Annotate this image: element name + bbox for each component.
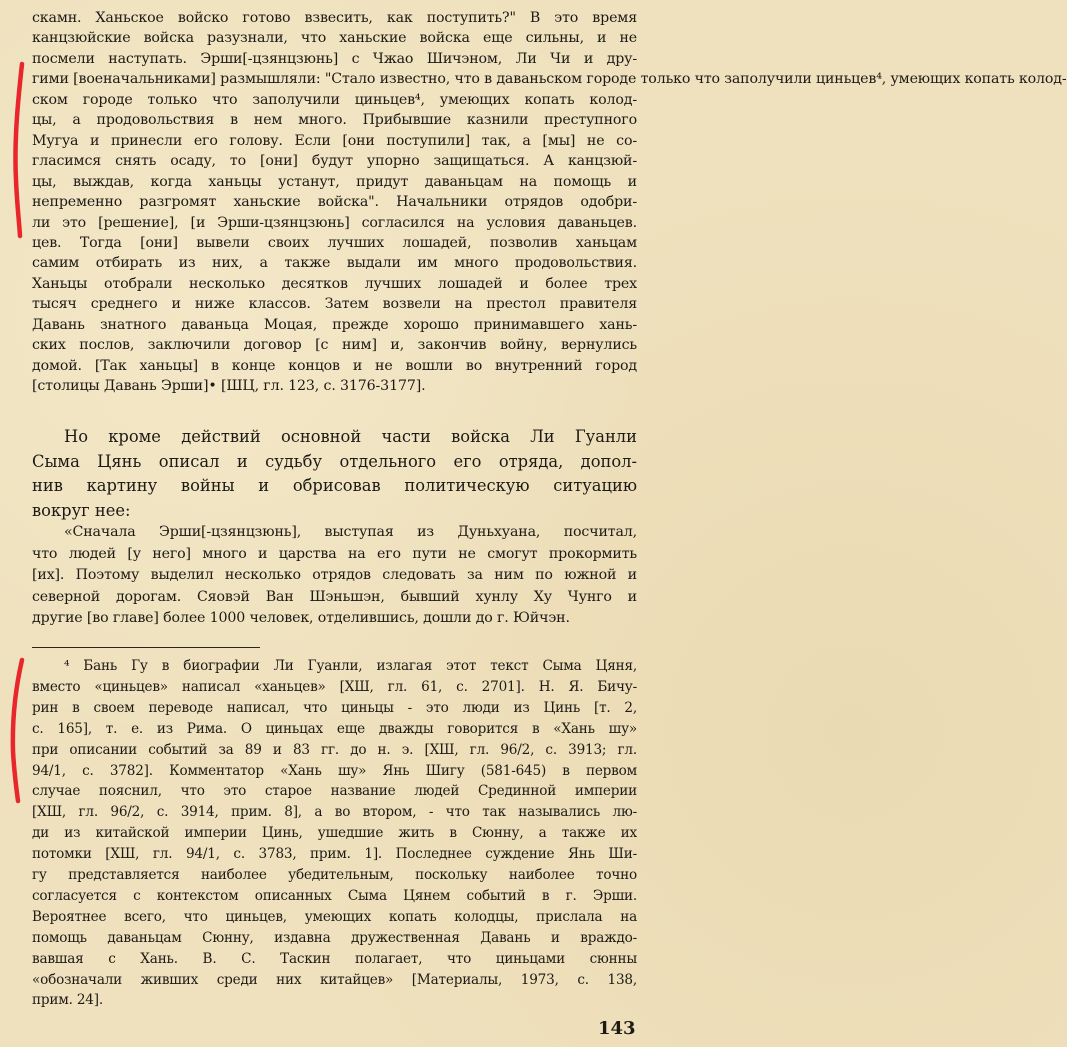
q1-line: канцзюйские войска разузнали, что ханьские войска еще сильны, и не bbox=[32, 30, 637, 47]
q2-line: северной дорогам. Сяовэй Ван Шэньшэн, бывший хунлу Ху Чунго и bbox=[32, 588, 637, 605]
footnote-divider bbox=[32, 647, 260, 648]
q2-line: «Сначала Эрши[-цзянцзюнь], выступая из Дуньхуана, посчитал, bbox=[64, 524, 637, 540]
q1-line: Давань знатного даваньца Моцая, прежде хорошо принимавшего хань- bbox=[32, 316, 637, 333]
fn-line: случае пояснил, что это старое название людей Срединной империи bbox=[32, 783, 637, 800]
fn-line: вавшая с Хань. В. С. Таскин полагает, что циньцами сюнны bbox=[32, 950, 637, 967]
mt-line: нив картину войны и обрисовав политическую ситуацию bbox=[32, 476, 637, 495]
fn-line: Вероятнее всего, что циньцев, умеющих копать колодцы, прислала на bbox=[32, 908, 637, 925]
q1-line: посмели наступать. Эрши[-цзянцзюнь] с Чжао Шичэном, Ли Чи и дру- bbox=[32, 50, 637, 67]
fn-line: ди из китайской империи Цинь, ушедшие жить в Сюнну, а также их bbox=[32, 825, 637, 842]
q1-line: Ханьцы отобрали несколько десятков лучших лошадей и более трех bbox=[32, 275, 637, 292]
q1-line: цы, выждав, когда ханьцы устанут, придут даваньцам на помощь и bbox=[32, 173, 637, 190]
fn-line: ⁴ Бань Гу в биографии Ли Гуанли, излагая этот текст Сыма Цяня, bbox=[64, 658, 637, 674]
fn-line: [ХШ, гл. 96/2, с. 3914, прим. 8], а во втором, - что так назывались лю- bbox=[32, 804, 637, 821]
q1-line: ском городе только что заполучили циньцев⁴, умеющих копать колод- bbox=[32, 91, 637, 108]
fn-line: «обозначали живших среди них китайцев» [Материалы, 1973, с. 138, bbox=[32, 971, 637, 988]
q1-line: гласимся снять осаду, то [они] будут упорно защищаться. А канцзюй- bbox=[32, 153, 637, 170]
fn-line: вместо «циньцев» написал «ханьцев» [ХШ, гл. 61, с. 2701]. Н. Я. Бичу- bbox=[32, 678, 637, 695]
q1-line: ли это [решение], [и Эрши-цзянцзюнь] согласился на условия даваньцев. bbox=[32, 214, 637, 231]
mt-line: Сыма Цянь описал и судьбу отдельного его отряда, допол- bbox=[32, 451, 637, 471]
q1-line: тысяч среднего и ниже классов. Затем возвели на престол правителя bbox=[32, 296, 637, 313]
q1-line: домой. [Так ханьцы] в конце концов и не вошли во внутренний город bbox=[32, 357, 637, 374]
q2-line: что людей [у него] много и царства на его пути не смогут прокормить bbox=[32, 545, 637, 562]
fn-line: прим. 24]. bbox=[32, 992, 103, 1009]
q1-line: ских послов, заключили договор [с ним] и, закончив войну, вернулись bbox=[32, 337, 637, 354]
q1-line: цев. Тогда [они] вывели своих лучших лошадей, позволив ханьцам bbox=[32, 234, 637, 251]
fn-line: 94/1, с. 3782]. Комментатор «Хань шу» Янь Шигу (581-645) в первом bbox=[32, 762, 637, 779]
q1-line: самим отбирать из них, а также выдали им много продовольствия. bbox=[32, 255, 637, 272]
fn-line: помощь даваньцам Сюнну, издавна дружественная Давань и враждо- bbox=[32, 929, 637, 946]
mt-line: вокруг нее: bbox=[32, 500, 131, 520]
red-margin-mark-upper bbox=[6, 60, 28, 240]
page-number: 143 bbox=[598, 1018, 636, 1039]
fn-line: при описании событий за 89 и 83 гг. до н. э. [ХШ, гл. 96/2, с. 3913; гл. bbox=[32, 741, 637, 758]
q1-line: Мугуа и принесли его голову. Если [они поступили] так, а [мы] не со- bbox=[32, 132, 637, 149]
q1-line: [столицы Давань Эрши]• [ШЦ, гл. 123, с. 3176-3177]. bbox=[32, 378, 426, 395]
q1-line: гими [военачальниками] размышляли: "Стало известно, что в даваньском городе только что заполучили циньцев⁴, умеющих копать колод- bbox=[32, 71, 1067, 88]
fn-line: гу представляется наиболее убедительным, поскольку наиболее точно bbox=[32, 867, 637, 883]
mt-line: Но кроме действий основной части войска Ли Гуанли bbox=[64, 427, 637, 446]
q1-line: непременно разгромят ханьские войска". Начальники отрядов одобри- bbox=[32, 194, 637, 211]
q1-line: скамн. Ханьское войско готово взвесить, как поступить?" В это время bbox=[32, 10, 637, 26]
q1-line: цы, а продовольствия в нем много. Прибывшие казнили преступного bbox=[32, 112, 637, 129]
red-margin-mark-lower bbox=[4, 656, 26, 806]
q2-line: другие [во главе] более 1000 человек, отделившись, дошли до г. Юйчэн. bbox=[32, 610, 570, 626]
fn-line: рин в своем переводе написал, что циньцы - это люди из Цинь [т. 2, bbox=[32, 699, 637, 716]
q2-line: [их]. Поэтому выделил несколько отрядов следовать за ним по южной и bbox=[32, 567, 637, 583]
fn-line: согласуется с контекстом описанных Сыма Цянем событий в г. Эрши. bbox=[32, 887, 637, 904]
fn-line: с. 165], т. е. из Рима. О циньцах еще дважды говорится в «Хань шу» bbox=[32, 720, 637, 737]
fn-line: потомки [ХШ, гл. 94/1, с. 3783, прим. 1]. Последнее суждение Янь Ши- bbox=[32, 846, 637, 863]
